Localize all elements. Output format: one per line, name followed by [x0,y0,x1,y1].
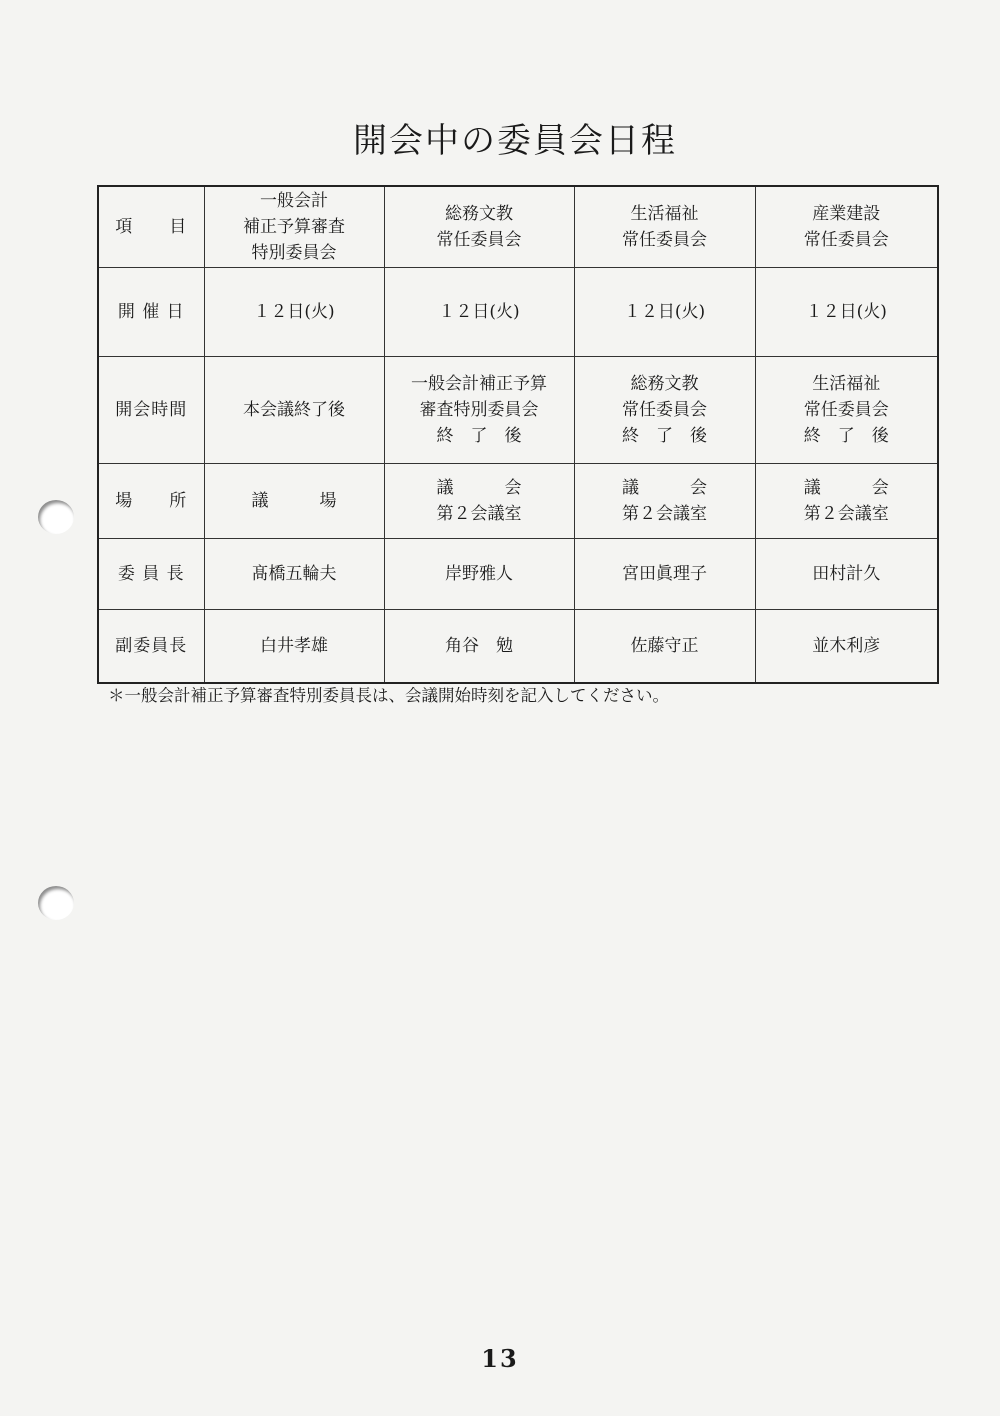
header-general-affairs-committee: 総務文教 常任委員会 [384,186,574,268]
table-row-header [98,186,938,268]
header-industry-committee: 産業建設 常任委員会 [755,186,938,268]
row-label-time: 開会時間 [98,357,204,464]
date-cell: １２日(火) [574,268,755,357]
vice-chair-name: 佐藤守正 [574,610,755,684]
place-cell: 議 場 [204,464,384,539]
footnote: ＊一般会計補正予算審査特別委員長は、会議開始時刻を記入してください。 [108,686,669,705]
punch-hole-top [38,500,74,534]
vice-chair-name: 並木利彦 [755,610,938,684]
time-cell: 生活福祉 常任委員会 終 了 後 [755,357,938,464]
table-row-time [98,357,938,464]
header-special-committee: 一般会計 補正予算審査 特別委員会 [204,186,384,268]
page-title: 開会中の委員会日程 [353,120,677,161]
committee-schedule-table [97,185,939,684]
time-cell: 本会議終了後 [204,357,384,464]
chair-name: 田村計久 [755,539,938,610]
chair-name: 岸野雅人 [384,539,574,610]
date-cell: １２日(火) [384,268,574,357]
time-cell: 一般会計補正予算 審査特別委員会 終 了 後 [384,357,574,464]
table-row-chair [98,539,938,610]
table-row-date [98,268,938,357]
row-label-vice-chair: 副委員長 [98,610,204,684]
punch-hole-bottom [38,886,74,920]
chair-name: 宮田眞理子 [574,539,755,610]
place-cell: 議 会 第２会議室 [384,464,574,539]
page-number: 13 [481,1344,519,1373]
date-cell: １２日(火) [755,268,938,357]
row-label-place: 場 所 [98,464,204,539]
date-cell: １２日(火) [204,268,384,357]
place-cell: 議 会 第２会議室 [574,464,755,539]
vice-chair-name: 白井孝雄 [204,610,384,684]
vice-chair-name: 角谷 勉 [384,610,574,684]
header-welfare-committee: 生活福祉 常任委員会 [574,186,755,268]
place-cell: 議 会 第２会議室 [755,464,938,539]
row-label-chair: 委 員 長 [98,539,204,610]
row-label-item: 項 目 [98,186,204,268]
time-cell: 総務文教 常任委員会 終 了 後 [574,357,755,464]
row-label-date: 開 催 日 [98,268,204,357]
chair-name: 髙橋五輪夫 [204,539,384,610]
table-row-vice-chair [98,610,938,684]
table-row-place [98,464,938,539]
